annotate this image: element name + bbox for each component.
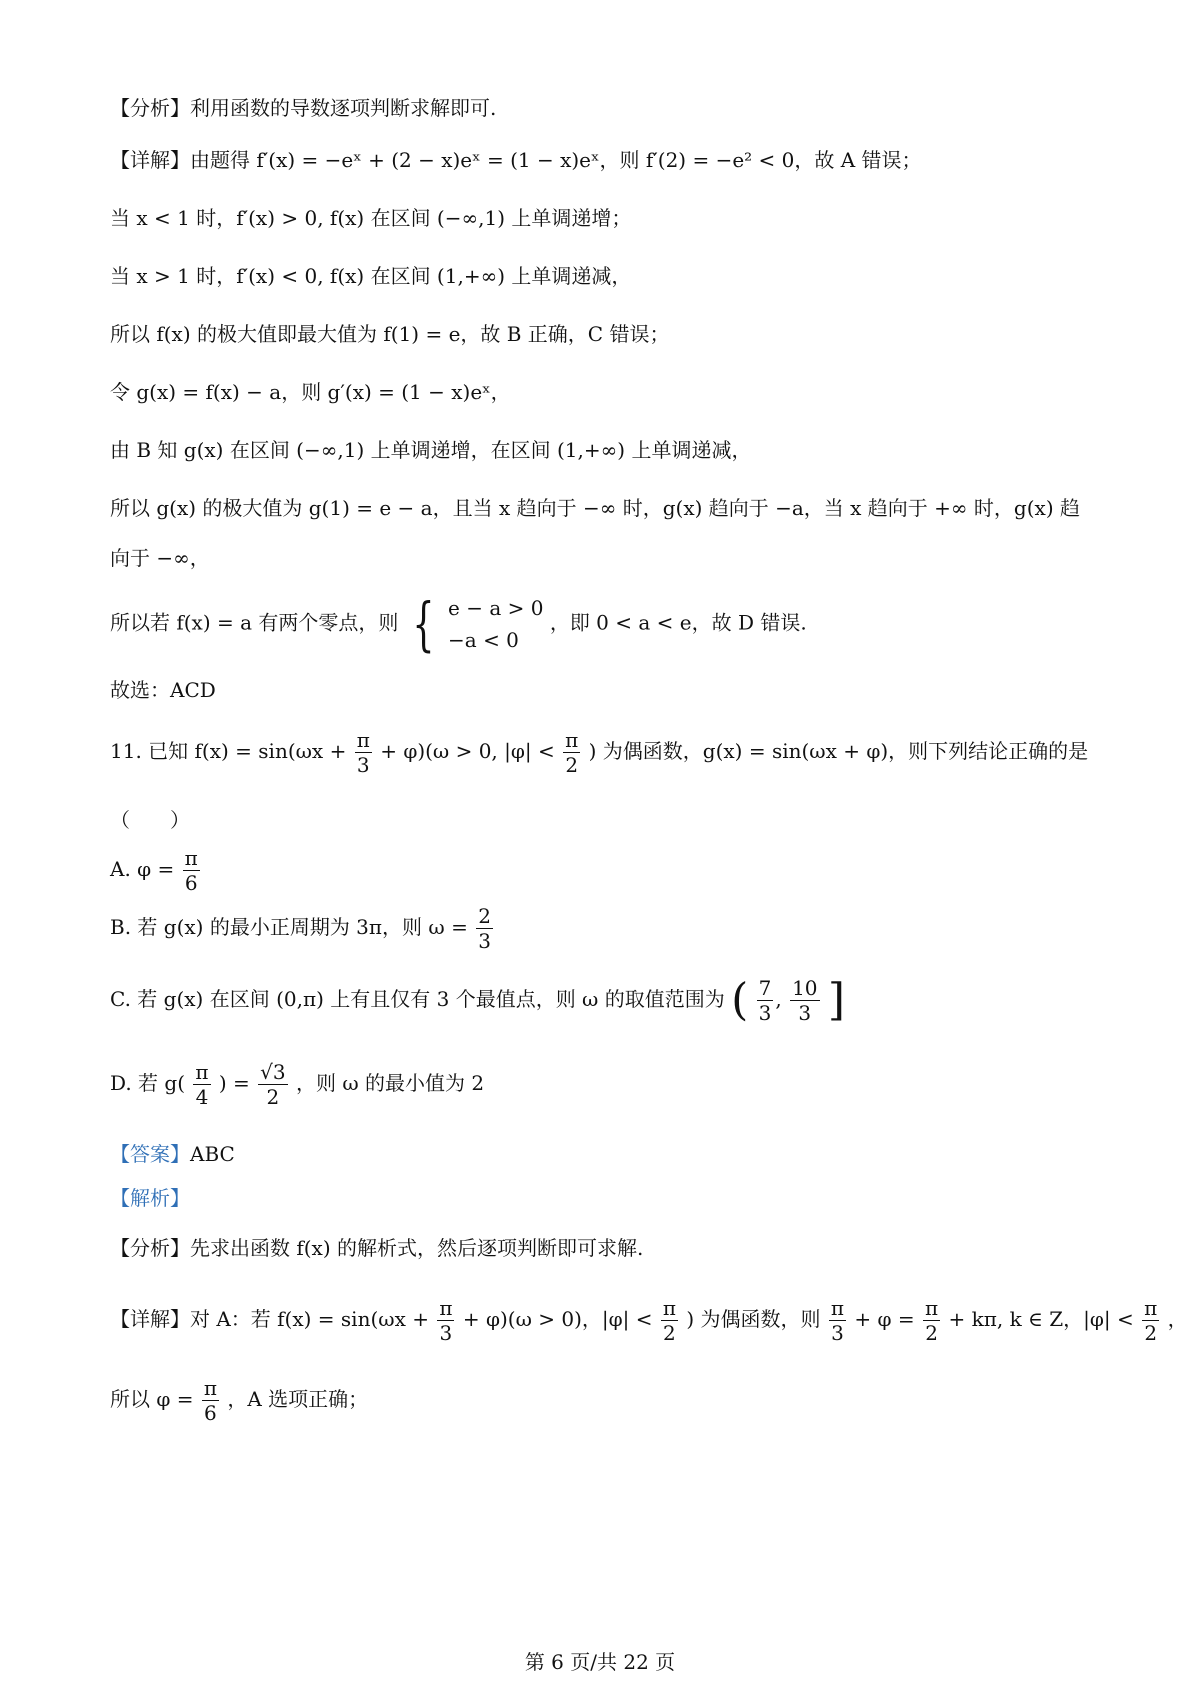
question-paren: （ ） xyxy=(110,808,190,832)
zero-condition-post: ，即 0 < a < e，故 D 错误. xyxy=(549,610,807,635)
option-b xyxy=(110,904,495,953)
detail-a-line xyxy=(110,1296,1188,1345)
g-monotonic-line: 由 B 知 g(x) 在区间 (−∞,1) 上单调递增，在区间 (1,+∞) 上单调递减， xyxy=(110,438,752,462)
pi-over-2-fraction: $\frac{\pi}{2}$ xyxy=(565,728,579,777)
g-max-line: 所以 g(x) 的极大值为 g(1) = e − a，且当 x 趋向于 −∞ 时，g(x) 趋向于 −a，当 x 趋向于 +∞ 时，g(x) 趋 xyxy=(110,496,1080,520)
ten-thirds-fraction: $\frac{10}{3}$ xyxy=(792,976,818,1025)
analysis-summary: 【分析】先求出函数 f(x) 的解析式，然后逐项判断即可求解. xyxy=(110,1236,644,1260)
answer-value: ABC xyxy=(190,1142,235,1166)
pi-over-2-fraction: $\frac{\pi}{2}$ xyxy=(925,1296,939,1345)
answer-line xyxy=(110,1140,235,1168)
option-d-mid: ) = xyxy=(218,1071,250,1095)
q11-pre: 11. 已知 f(x) = sin(ωx + xyxy=(110,739,347,763)
q11-post: ) 为偶函数，g(x) = sin(ωx + φ)，则下列结论正确的是 xyxy=(588,739,1089,763)
option-d-pre: D. 若 g( xyxy=(110,1071,185,1095)
detail-a-mid1: + φ)(ω > 0)，|φ| < xyxy=(462,1307,653,1331)
conclusion-a-line xyxy=(110,1376,368,1425)
brace-symbol: { xyxy=(412,590,435,658)
two-thirds-fraction: $\frac{2}{3}$ xyxy=(478,904,491,953)
inequality-system xyxy=(405,592,544,656)
analysis-line: 【分析】利用函数的导数逐项判断求解即可. xyxy=(110,96,497,120)
system-row-1: e − a > 0 xyxy=(448,596,544,620)
option-c: C. 若 g(x) 在区间 (0,π) 上有且仅有 3 个最值点，则 ω 的取值范围为 ( $\frac{7}{3}$ , $\frac{10}{3}$ ] xyxy=(110,974,846,1026)
detail-a-mid4: + kπ, k ∈ Z，|φ| < xyxy=(948,1307,1134,1331)
pi-over-2-fraction: $\frac{\pi}{2}$ xyxy=(1144,1296,1158,1345)
analysis-label: 【解析】 xyxy=(110,1186,190,1210)
zero-condition-pre: 所以若 f(x) = a 有两个零点，则 xyxy=(110,610,399,635)
monotonic-decrease-line: 当 x > 1 时，f′(x) < 0, f(x) 在区间 (1,+∞) 上单调递减， xyxy=(110,264,632,288)
detail-a-mid3: + φ = xyxy=(854,1307,915,1331)
define-g-line: 令 g(x) = f(x) − a，则 g′(x) = (1 − x)eˣ， xyxy=(110,380,511,404)
pi-over-4-fraction: $\frac{\pi}{4}$ xyxy=(195,1060,209,1109)
option-d-post: ，则 ω 的最小值为 2 xyxy=(295,1071,485,1095)
pi-over-3-fraction: $\frac{\pi}{3}$ xyxy=(356,728,370,777)
detail-a-mid2: ) 为偶函数，则 xyxy=(686,1307,821,1331)
option-c-label: C. 若 g(x) 在区间 (0,π) 上有且仅有 3 个最值点，则 ω 的取值范围为 xyxy=(110,987,725,1011)
g-limit-line: 向于 −∞， xyxy=(110,546,210,570)
option-b-label: B. 若 g(x) 的最小正周期为 3π，则 ω = xyxy=(110,915,468,939)
pi-over-6-fraction: $\frac{\pi}{6}$ xyxy=(203,1376,217,1425)
answer-label: 【答案】 xyxy=(110,1142,190,1166)
zero-condition-line xyxy=(110,592,807,656)
seven-thirds-fraction: $\frac{7}{3}$ xyxy=(758,976,772,1025)
detail-a-post: ， xyxy=(1167,1307,1188,1331)
q11-mid: + φ)(ω > 0, |φ| < xyxy=(380,739,555,763)
pi-over-2-fraction: $\frac{\pi}{2}$ xyxy=(662,1296,676,1345)
question-11-stem xyxy=(110,728,1088,777)
detail-a-pre: 【详解】对 A：若 f(x) = sin(ωx + xyxy=(110,1307,429,1331)
option-a xyxy=(110,846,202,895)
option-a-label: A. φ = xyxy=(110,857,175,881)
conclusion-a-post: ，A 选项正确； xyxy=(227,1387,369,1411)
pi-over-3-fraction: $\frac{\pi}{3}$ xyxy=(830,1296,845,1345)
sqrt3-over-2-fraction: $\frac{√3}{2}$ xyxy=(260,1060,286,1109)
choice-line: 故选：ACD xyxy=(110,678,216,702)
system-row-2: −a < 0 xyxy=(448,628,519,652)
detail-line: 【详解】由题得 f′(x) = −eˣ + (2 − x)eˣ = (1 − x)eˣ，则 f′(2) = −e² < 0，故 A 错误； xyxy=(110,148,922,172)
page-footer: 第 6 页/共 22 页 xyxy=(524,1650,676,1674)
conclusion-a-pre: 所以 φ = xyxy=(110,1387,194,1411)
option-d xyxy=(110,1060,484,1109)
pi-over-3-fraction: $\frac{\pi}{3}$ xyxy=(439,1296,453,1345)
monotonic-increase-line: 当 x < 1 时，f′(x) > 0, f(x) 在区间 (−∞,1) 上单调递增； xyxy=(110,206,632,230)
pi-over-6-fraction: $\frac{\pi}{6}$ xyxy=(184,846,198,895)
max-value-line: 所以 f(x) 的极大值即最大值为 f(1) = e，故 B 正确，C 错误； xyxy=(110,322,670,346)
